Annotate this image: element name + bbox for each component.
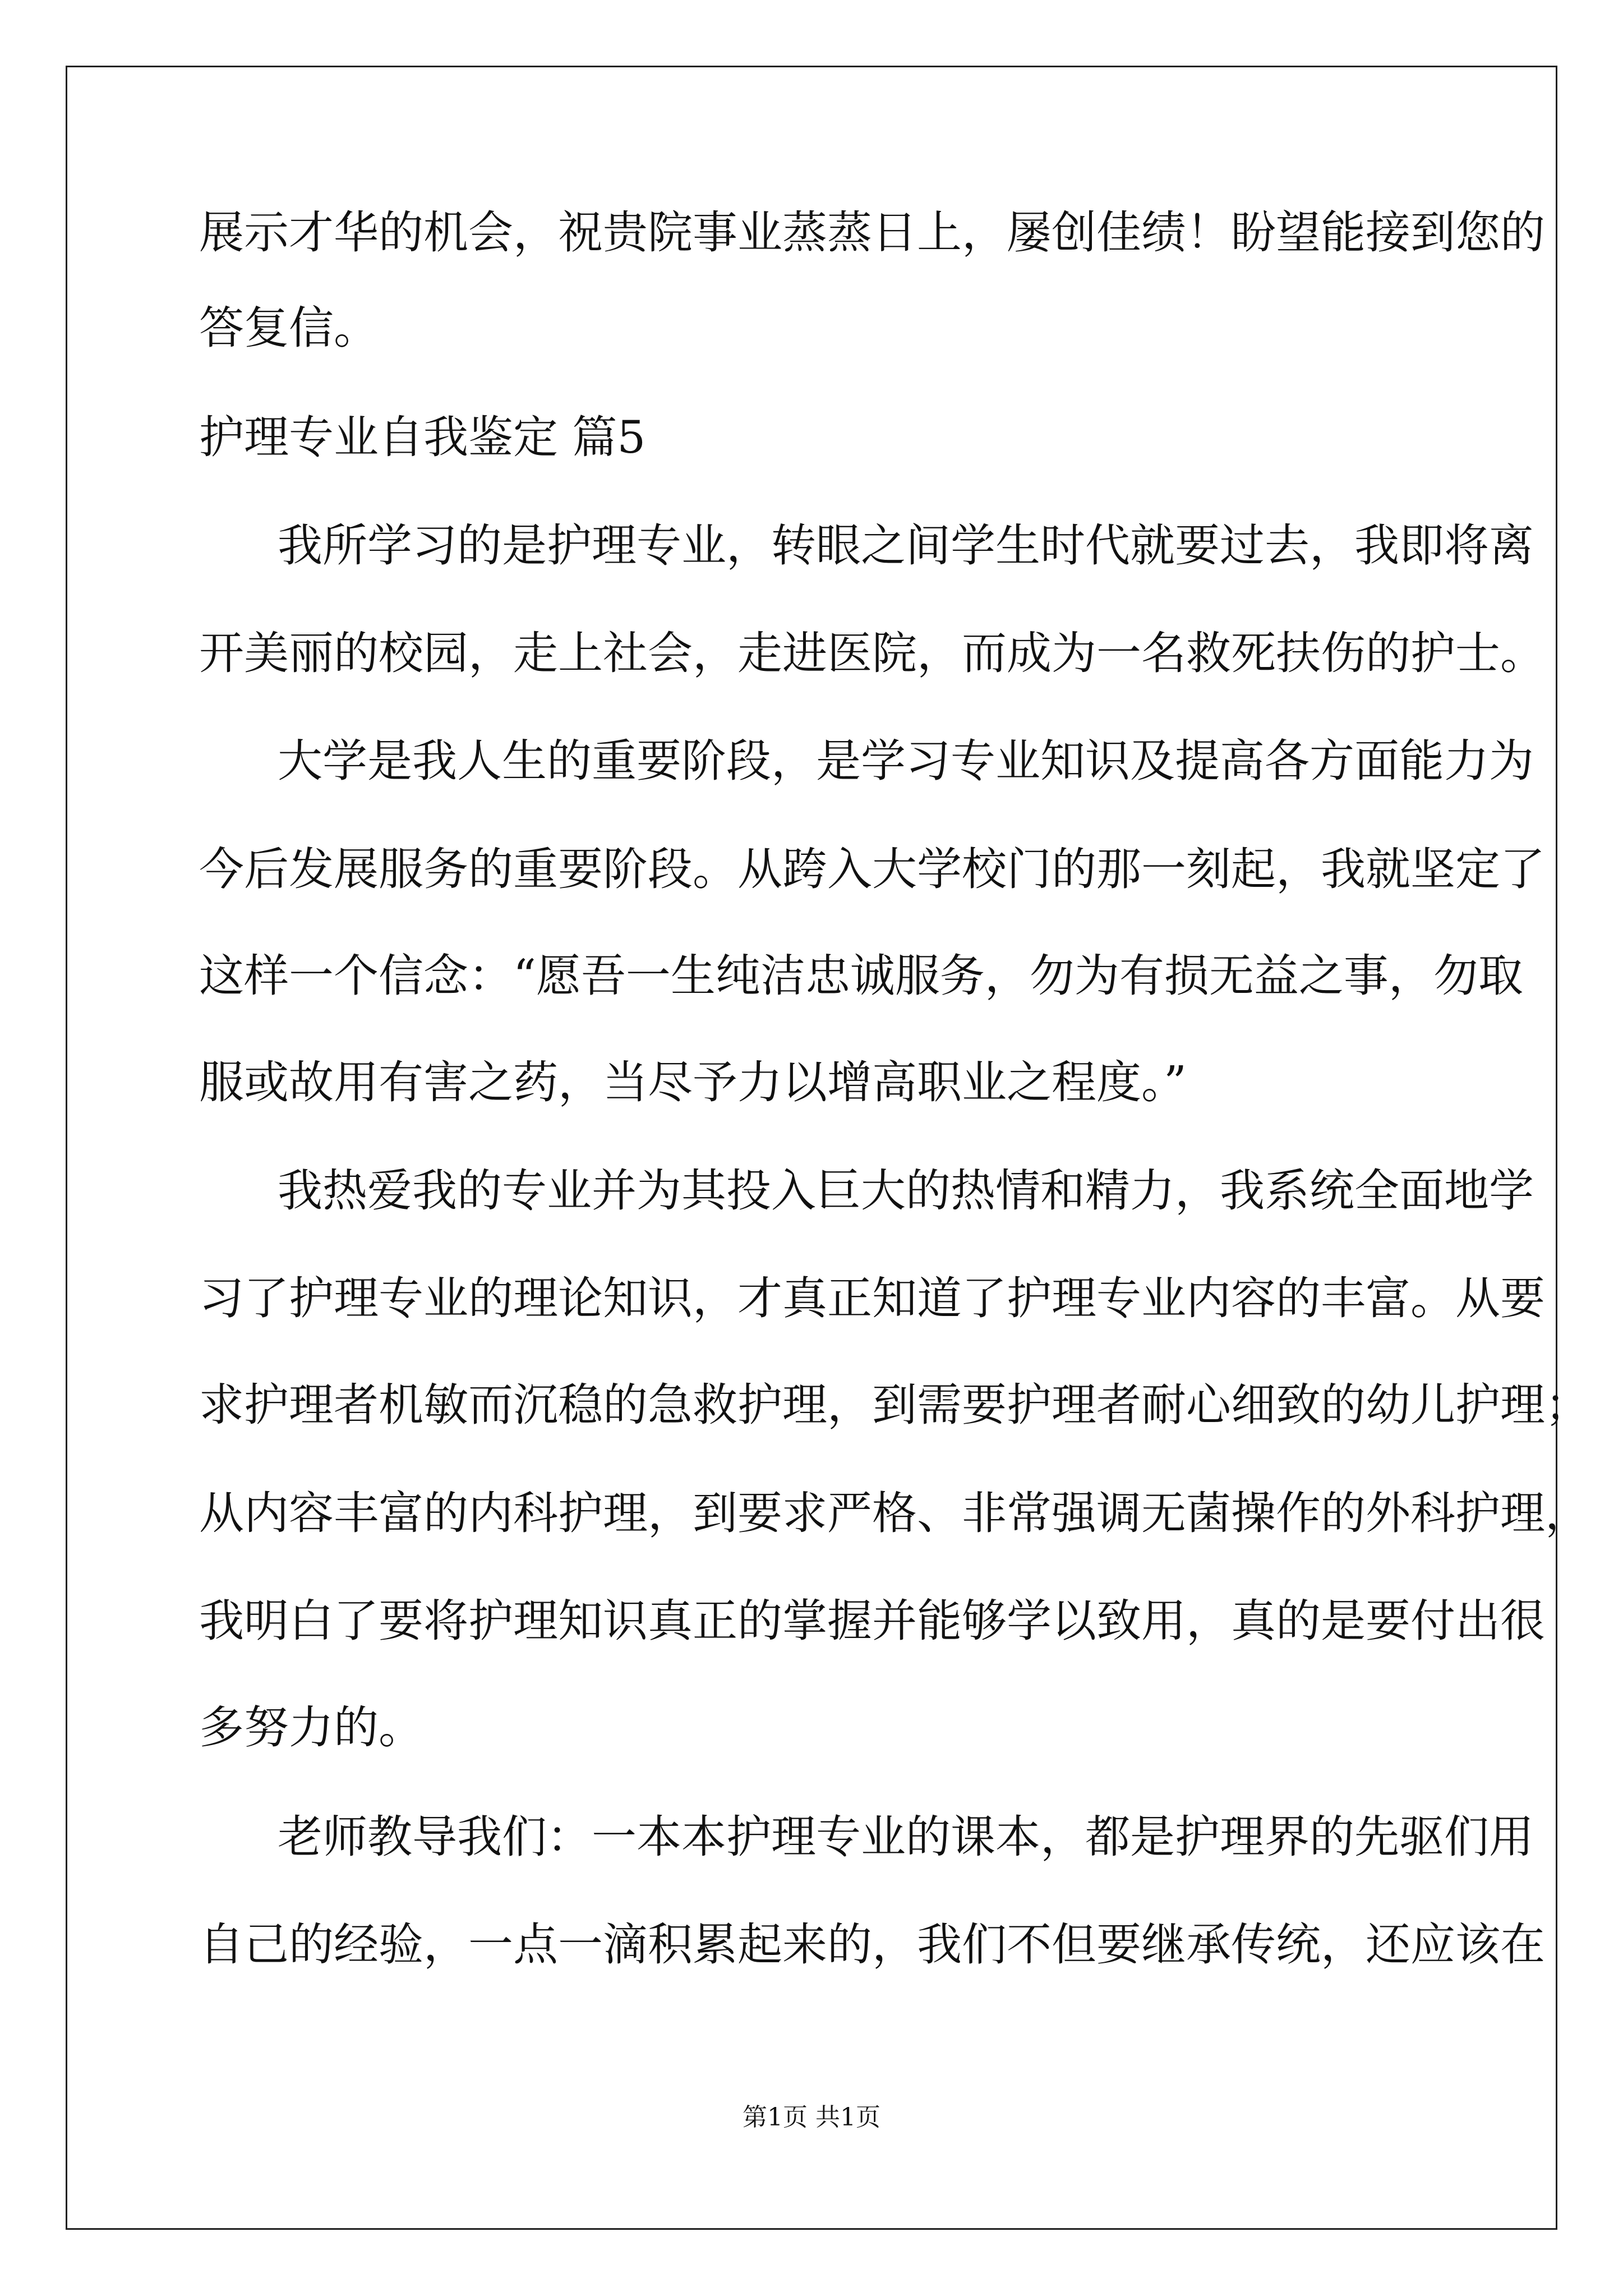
text-line: 展示才华的机会，祝贵院事业蒸蒸日上，屡创佳绩！盼望能接到您的 [199, 206, 1545, 259]
text-line: 求护理者机敏而沉稳的急救护理，到需要护理者耐心细致的幼儿护理； [199, 1379, 1590, 1431]
text-line: 从内容丰富的内科护理，到要求严格、非常强调无菌操作的外科护理， [199, 1487, 1590, 1539]
text-line: 我所学习的是护理专业，转眼之间学生时代就要过去，我即将离 [278, 519, 1534, 572]
text-line: 多努力的。 [199, 1701, 423, 1754]
page-border [66, 66, 1557, 2230]
text-line: 开美丽的校园，走上社会，走进医院，而成为一名救死扶伤的护士。 [199, 627, 1545, 679]
text-line: 自己的经验，一点一滴积累起来的，我们不但要继承传统，还应该在 [199, 1918, 1545, 1971]
text-line: 我热爱我的专业并为其投入巨大的热情和精力，我系统全面地学 [278, 1165, 1534, 1217]
section-heading: 护理专业自我鉴定 篇5 [199, 411, 646, 463]
text-line: 我明白了要将护理知识真正的掌握并能够学以致用，真的是要付出很 [199, 1595, 1545, 1647]
text-line: 大学是我人生的重要阶段，是学习专业知识及提高各方面能力为 [278, 735, 1534, 787]
text-line: 答复信。 [199, 302, 379, 354]
text-line: 习了护理专业的理论知识，才真正知道了护理专业内容的丰富。从要 [199, 1272, 1545, 1324]
text-line: 今后发展服务的重要阶段。从跨入大学校门的那一刻起，我就坚定了 [199, 843, 1545, 895]
text-line: 服或故用有害之药，当尽予力以增高职业之程度。” [199, 1056, 1187, 1108]
page-footer: 第1页 共1页 [743, 2103, 880, 2132]
text-line: 这样一个信念：“愿吾一生纯洁忠诚服务，勿为有损无益之事，勿取 [199, 950, 1523, 1002]
text-line: 老师教导我们：一本本护理专业的课本，都是护理界的先驱们用 [278, 1811, 1534, 1863]
